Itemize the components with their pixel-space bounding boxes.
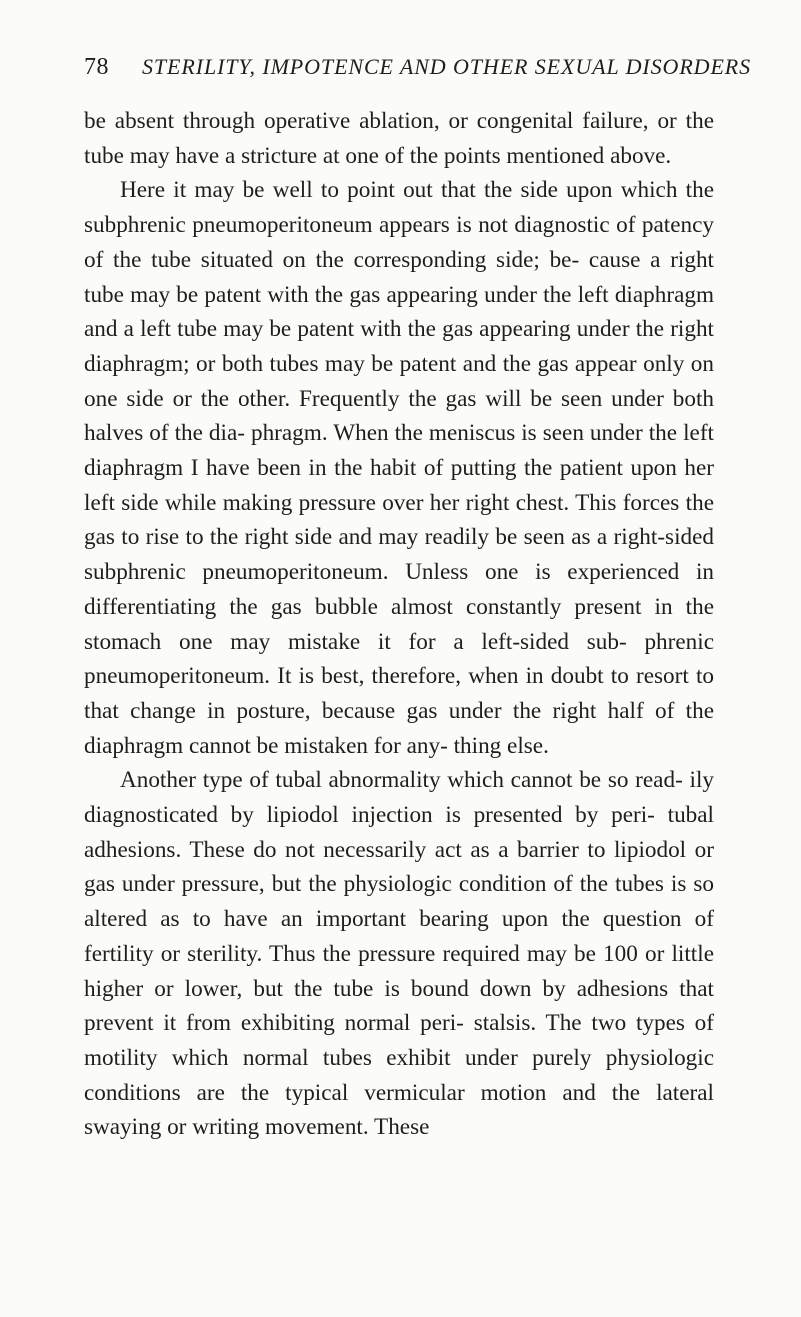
running-head	[84, 54, 752, 84]
page-number: 78	[84, 54, 109, 80]
paragraph-peritubal-adhesions: Another type of tubal abnormality which cannot be so read- ily diagnosticated by lipiodol injection is presented by peri- tubal adhesions. These do not necessarily act as a barrier to lipiodol or gas under pressure, but the physiologic condition of the tubes is so altered as to have an important bearing upon the question of fertility or sterility. Thus the pressure required may be 100 or little higher or lower, but the tube is bound down by adhesions that prevent it from exhibiting normal peri- stalsis. The two types of motility which normal tubes exhibit under purely physiologic conditions are the typical vermicular motion and the lateral swaying or writing movement. These	[84, 767, 714, 1141]
paragraph-continuation: be absent through operative ablation, or congenital failure, or the tube may have a stricture at one of the points mentioned above.	[84, 108, 714, 169]
running-title: STERILITY, IMPOTENCE AND OTHER SEXUAL DISORDERS	[142, 54, 752, 79]
paragraph-subphrenic: Here it may be well to point out that the side upon which the subphrenic pneumoperitoneum appears is not diagnostic of patency of the tube situated on the corresponding side; be- cause a right tube may be patent with the gas appearing under the left diaphragm and a left tube may be patent with the gas appearing under the right diaphragm; or both tubes may be patent and the gas appear only on one side or the other. Frequently the gas will be seen under both halves of the dia- phragm. When the meniscus is seen under the left diaphragm I have been in the habit of putting the patient upon her left side while making pressure over her right chest. This forces the gas to rise to the right side and may readily be seen as a right-sided subphrenic pneumoperitoneum. Unless one is experienced in differentiating the gas bubble almost constantly present in the stomach one may mistake it for a left-sided sub- phrenic pneumoperitoneum. It is best, therefore, when in doubt to resort to that change in posture, because gas under the right half of the diaphragm cannot be mistaken for any- thing else.	[84, 177, 714, 759]
body-text	[84, 104, 714, 1145]
